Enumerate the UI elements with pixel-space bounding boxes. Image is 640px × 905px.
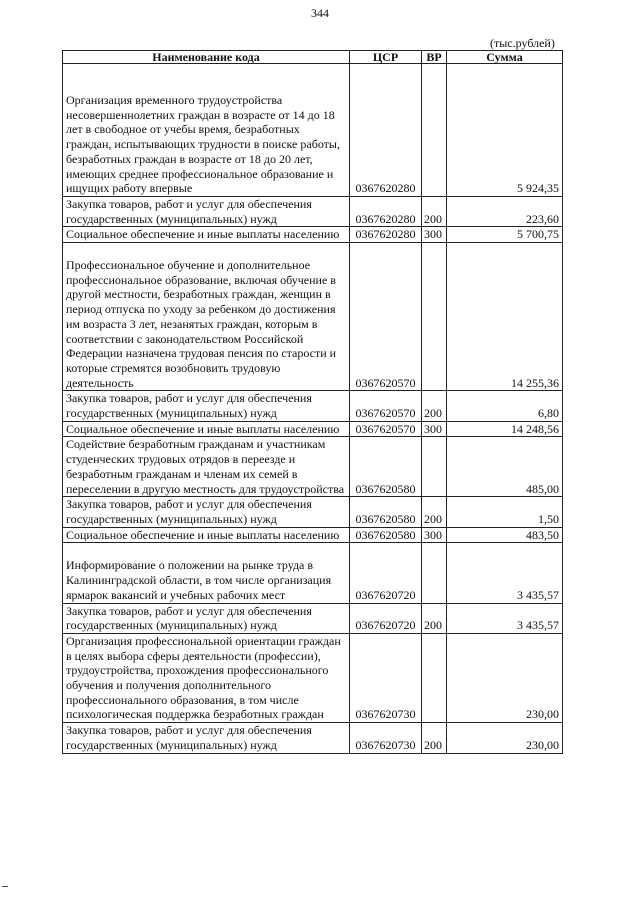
row-csr: 0367620570 (350, 243, 422, 391)
row-name: Социальное обеспечение и иные выплаты населению (63, 527, 350, 543)
table-row (63, 64, 563, 197)
row-name: Закупка товаров, работ и услуг для обеспечения государственных (муниципальных) нужд (63, 603, 350, 633)
row-vr (422, 437, 447, 497)
row-sum: 483,50 (447, 527, 563, 543)
row-vr: 200 (422, 603, 447, 633)
header-csr: ЦСР (350, 51, 422, 64)
row-vr: 300 (422, 227, 447, 243)
header-vr: ВР (422, 51, 447, 64)
row-sum: 6,80 (447, 391, 563, 421)
row-sum: 3 435,57 (447, 543, 563, 603)
row-csr: 0367620280 (350, 196, 422, 226)
table-row (63, 527, 563, 543)
row-vr: 300 (422, 421, 447, 437)
row-sum: 230,00 (447, 633, 563, 722)
row-name: Социальное обеспечение и иные выплаты населению (63, 421, 350, 437)
row-name: Закупка товаров, работ и услуг для обеспечения государственных (муниципальных) нужд (63, 497, 350, 527)
row-name: Социальное обеспечение и иные выплаты населению (63, 227, 350, 243)
row-csr: 0367620280 (350, 227, 422, 243)
row-sum: 230,00 (447, 723, 563, 753)
page-number: 344 (311, 6, 329, 20)
units-label: (тыс.рублей) (490, 36, 555, 50)
row-name: Профессиональное обучение и дополнительное профессиональное образование, включая обучение в другой местности, безработных граждан, женщин в период отпуска по уходу за ребенком до достижения им возраста 3 лет, незанятых граждан, которым в соответствии с законодательством Российской Федерации назначена трудовая пенсия по старости и которые стремятся возобновить трудовую деятельность (63, 243, 350, 391)
row-csr: 0367620570 (350, 391, 422, 421)
row-name: Содействие безработным гражданам и участникам студенческих трудовых отрядов в переезде и безработным гражданам и членам их семей в переселении в другую местность для трудоустройства (63, 437, 350, 497)
row-vr: 200 (422, 723, 447, 753)
row-sum: 1,50 (447, 497, 563, 527)
row-name: Закупка товаров, работ и услуг для обеспечения государственных (муниципальных) нужд (63, 723, 350, 753)
row-csr: 0367620280 (350, 64, 422, 197)
row-vr (422, 633, 447, 722)
table-row (63, 633, 563, 722)
row-csr: 0367620720 (350, 543, 422, 603)
row-csr: 0367620580 (350, 437, 422, 497)
table-row (63, 196, 563, 226)
row-csr: 0367620730 (350, 723, 422, 753)
row-csr: 0367620730 (350, 633, 422, 722)
row-name: Организация временного трудоустройства несовершеннолетних граждан в возрасте от 14 до 18 лет в свободное от учебы время, безработных граждан, испытывающих трудности в поиске работы, безработных граждан в возрасте от 18 до 20 лет, имеющих среднее профессиональное образование и ищущих работу впервые (63, 64, 350, 197)
row-sum: 14 248,56 (447, 421, 563, 437)
row-sum: 223,60 (447, 196, 563, 226)
row-sum: 485,00 (447, 437, 563, 497)
row-vr: 200 (422, 497, 447, 527)
row-csr: 0367620720 (350, 603, 422, 633)
row-name: Закупка товаров, работ и услуг для обеспечения государственных (муниципальных) нужд (63, 196, 350, 226)
header-name: Наименование кода (63, 51, 350, 64)
table-header-row (63, 51, 563, 64)
row-name: Закупка товаров, работ и услуг для обеспечения государственных (муниципальных) нужд (63, 391, 350, 421)
row-vr: 300 (422, 527, 447, 543)
table-row (63, 243, 563, 391)
table-row (63, 437, 563, 497)
row-name: Организация профессиональной ориентации граждан в целях выбора сферы деятельности (профессии), трудоустройства, прохождения профессионального обучения и получения дополнительного профессионального образования, в том числе психологическая поддержка безработных граждан (63, 633, 350, 722)
row-name: Информирование о положении на рынке труда в Калининградской области, в том числе организация ярмарок вакансий и учебных рабочих мест (63, 543, 350, 603)
budget-table (62, 50, 563, 754)
margin-mark (2, 886, 8, 887)
row-vr (422, 64, 447, 197)
table-row (63, 421, 563, 437)
table-body (63, 64, 563, 754)
table-row (63, 603, 563, 633)
row-sum: 14 255,36 (447, 243, 563, 391)
row-sum: 3 435,57 (447, 603, 563, 633)
row-sum: 5 924,35 (447, 64, 563, 197)
row-csr: 0367620580 (350, 497, 422, 527)
row-vr (422, 543, 447, 603)
row-vr: 200 (422, 196, 447, 226)
row-vr: 200 (422, 391, 447, 421)
table-row (63, 543, 563, 603)
table-row (63, 723, 563, 753)
row-vr (422, 243, 447, 391)
table-row (63, 391, 563, 421)
row-csr: 0367620580 (350, 527, 422, 543)
header-sum: Сумма (447, 51, 563, 64)
row-sum: 5 700,75 (447, 227, 563, 243)
table-row (63, 497, 563, 527)
table-row (63, 227, 563, 243)
row-csr: 0367620570 (350, 421, 422, 437)
